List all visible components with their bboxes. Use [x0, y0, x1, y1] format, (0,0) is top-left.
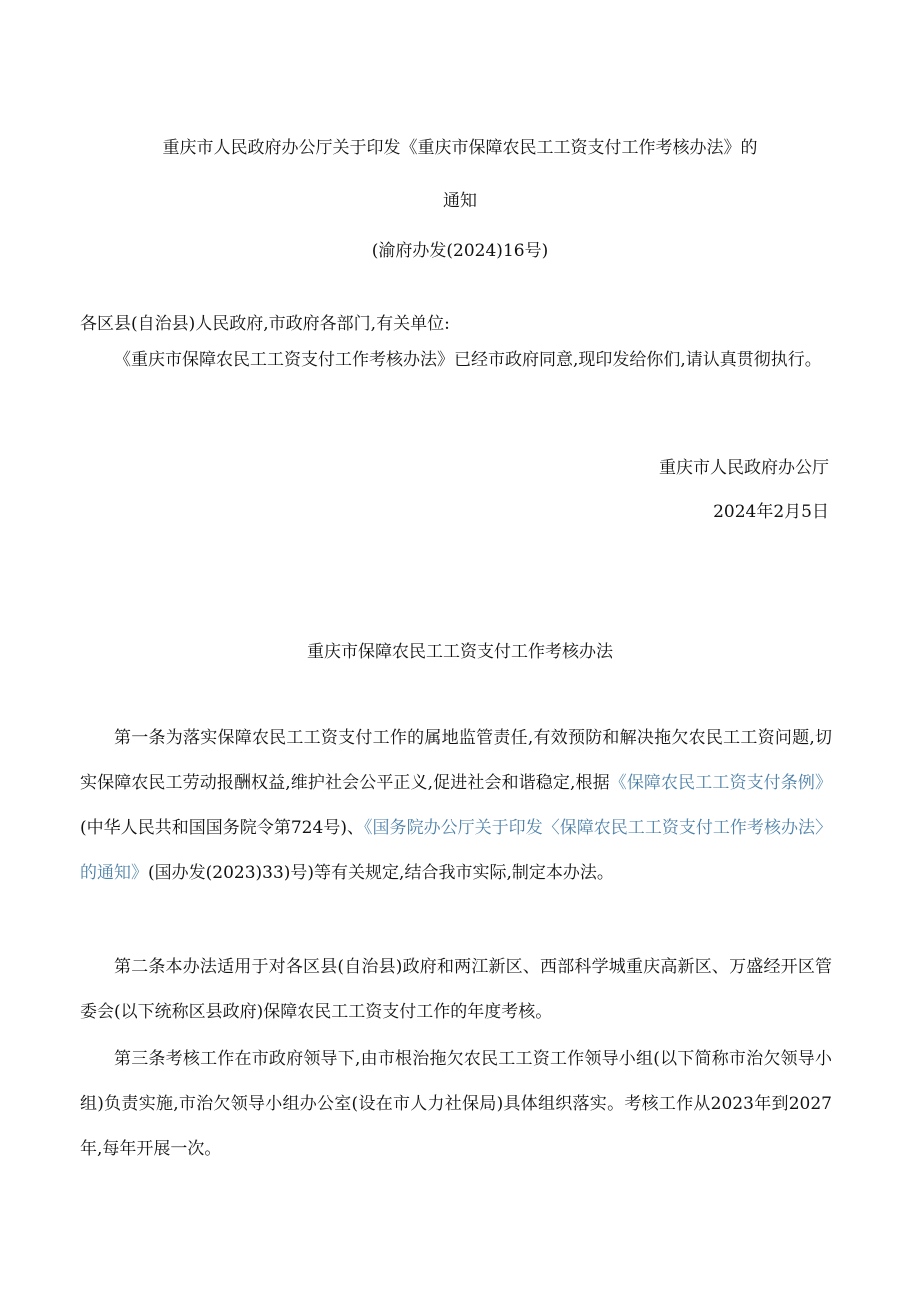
notice-body: 《重庆市保障农民工工资支付工作考核办法》已经市政府同意,现印发给你们,请认真贯彻执行。 — [114, 350, 822, 370]
notice-title-line2: 通知 — [443, 191, 477, 211]
article-1-text-a: 第一条为落实保障农民工工资支付工作的属地监管责任,有效预防和解决拖欠农民工工资问题,切实保障农民工劳动报酬权益,维护社会公平正义,促进社会和谐稳定,根据 — [80, 728, 832, 793]
notice-doc-number: (渝府办发(2024)16号) — [371, 241, 549, 261]
article-2: 第二条本办法适用于对各区县(自治县)政府和两江新区、西部科学城重庆高新区、万盛经开区管委会(以下统称区县政府)保障农民工工资支付工作的年度考核。 — [80, 957, 832, 1022]
article-1-text-b: (中华人民共和国国务院令第724号)、 — [80, 818, 365, 838]
notice-date: 2024年2月5日 — [713, 502, 829, 522]
notice-title-line1: 重庆市人民政府办公厅关于印发《重庆市保障农民工工资支付工作考核办法》的 — [162, 138, 758, 158]
notice-signer: 重庆市人民政府办公厅 — [659, 458, 829, 478]
link-wage-payment-regulation[interactable]: 《保障农民工工资支付条例》 — [609, 773, 832, 793]
article-1-text-c: (国办发(2023)33)号)等有关规定,结合我市实际,制定本办法。 — [148, 863, 614, 883]
measures-title: 重庆市保障农民工工资支付工作考核办法 — [307, 642, 613, 662]
article-3: 第三条考核工作在市政府领导下,由市根治拖欠农民工工资工作领导小组(以下简称市治欠领导小组)负责实施,市治欠领导小组办公室(设在市人力社保局)具体组织落实。考核工作从2023年到2027年,每年开展一次。 — [80, 1049, 832, 1159]
notice-addressee: 各区县(自治县)人民政府,市政府各部门,有关单位: — [80, 314, 450, 334]
link-state-council-notice[interactable]: 《国务院办公厅关于印发〈保障农民工工资支付工作考核办法〉的通知》 — [80, 818, 832, 883]
article-1 — [80, 716, 832, 896]
